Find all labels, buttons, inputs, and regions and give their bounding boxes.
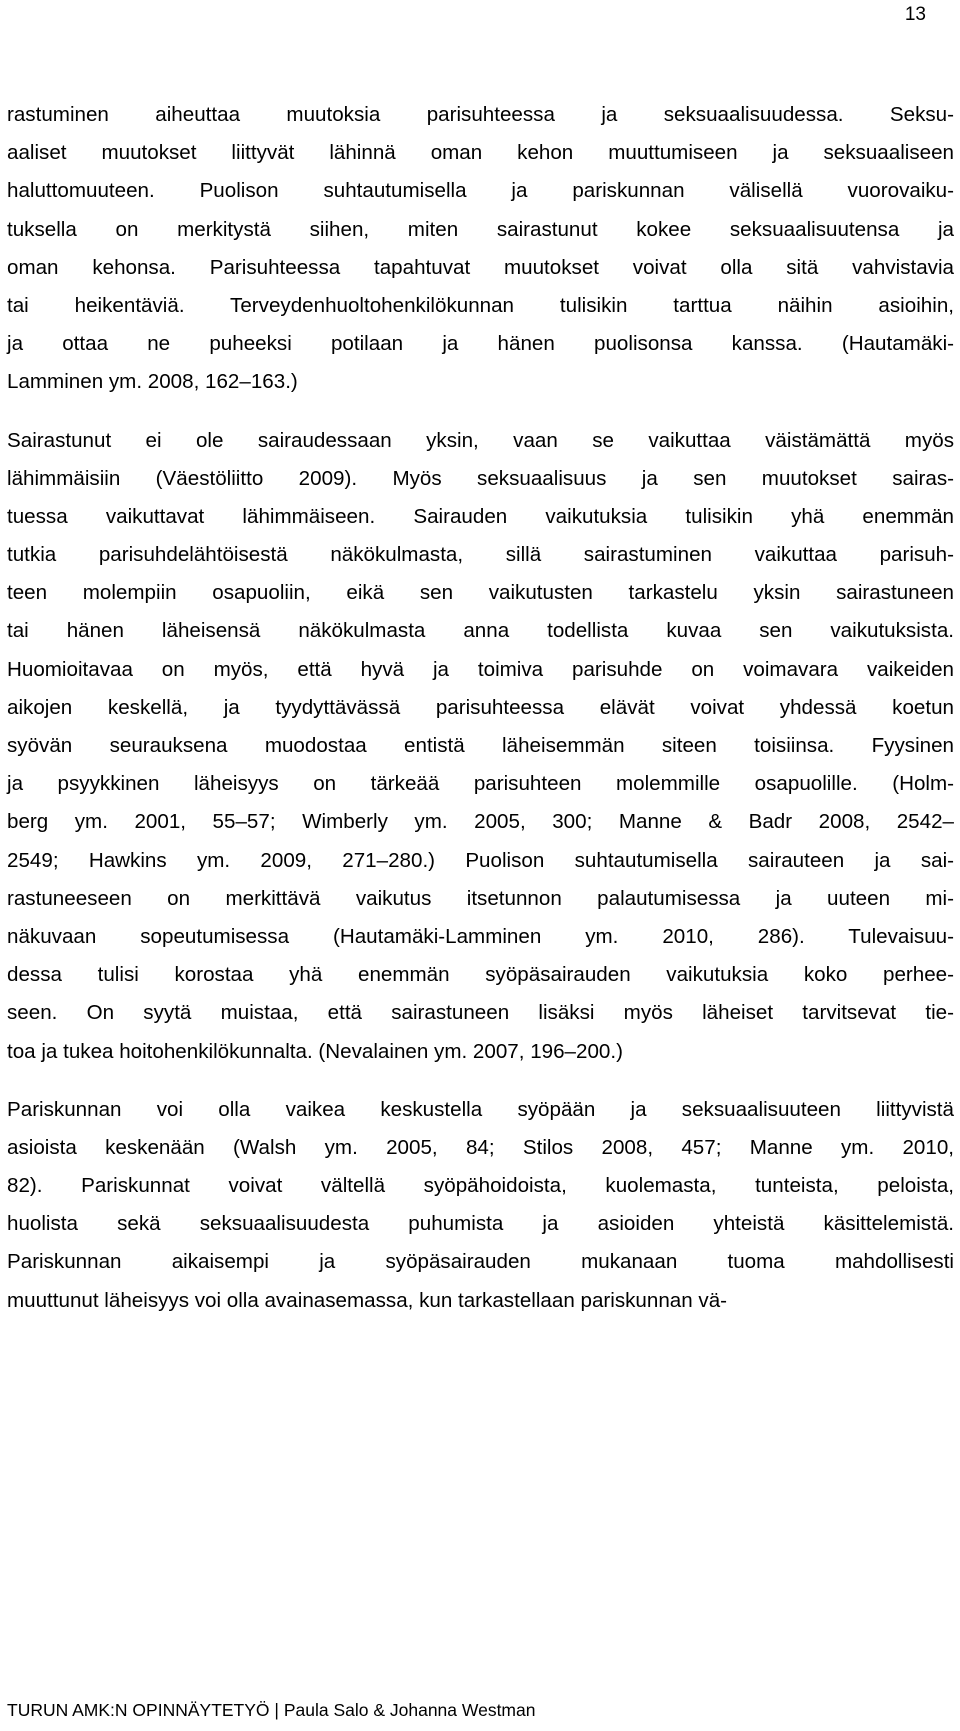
text-line: huolista sekä seksuaalisuudesta puhumista ja asioiden yhteistä käsittelemistä. (7, 1212, 954, 1236)
text-line: tuksella on merkitystä siihen, miten sairastunut kokee seksuaalisuutensa ja (7, 217, 954, 241)
text-line: seen. On syytä muistaa, että sairastuneen lisäksi myös läheiset tarvitsevat tie- (7, 1001, 954, 1025)
text-line: tai heikentäviä. Terveydenhuoltohenkilökunnan tulisikin tarttua näihin asioihin, (7, 293, 954, 317)
text-line: tuessa vaikuttavat lähimmäiseen. Sairauden vaikutuksia tulisikin yhä enemmän (7, 504, 954, 528)
footer-separator: | (274, 1700, 279, 1720)
text-line: ja psyykkinen läheisyys on tärkeää parisuhteen molemmille osapuolille. (Holm- (7, 772, 954, 796)
page-number: 13 (904, 4, 926, 25)
text-line: oman kehonsa. Parisuhteessa tapahtuvat muutokset voivat olla sitä vahvistavia (7, 255, 954, 279)
text-line: tutkia parisuhdelähtöisestä näkökulmasta, sillä sairastuminen vaikuttaa parisuh- (7, 543, 954, 567)
text-line: syövän seurauksena muodostaa entistä läheisemmän siteen toisiinsa. Fyysinen (7, 734, 954, 757)
paragraph (7, 96, 954, 402)
text-line: toa ja tukea hoitohenkilökunnalta. (Nevalainen ym. 2007, 196–200.) (7, 1039, 623, 1063)
text-line: rastuneeseen on merkittävä vaikutus itsetunnon palautumisessa ja uuteen mi- (7, 886, 954, 910)
text-line: dessa tulisi korostaa yhä enemmän syöpäsairauden vaikutuksia koko perhee- (7, 963, 954, 987)
text-line: Pariskunnan aikaisempi ja syöpäsairauden mukanaan tuoma mahdollisesti (7, 1250, 954, 1274)
paragraph-gap (7, 402, 954, 422)
text-line: näkuvaan sopeutumisessa (Hautamäki-Lamminen ym. 2010, 286). Tulevaisuu- (7, 924, 954, 948)
footer-program: TURUN AMK:N OPINNÄYTETYÖ (7, 1700, 270, 1720)
text-line: Huomioitavaa on myös, että hyvä ja toimiva parisuhde on voimavara vaikeiden (7, 657, 954, 681)
paragraph-gap (7, 1071, 954, 1091)
text-line: Sairastunut ei ole sairaudessaan yksin, vaan se vaikuttaa väistämättä myös (7, 428, 954, 452)
text-line: 2549; Hawkins ym. 2009, 271–280.) Puolison suhtautumisella sairauteen ja sai- (7, 848, 954, 872)
text-line: asioista keskenään (Walsh ym. 2005, 84; Stilos 2008, 457; Manne ym. 2010, (7, 1135, 954, 1159)
text-line: lähimmäisiin (Väestöliitto 2009). Myös seksuaalisuus ja sen muutokset sairas- (7, 466, 954, 490)
text-line: rastuminen aiheuttaa muutoksia parisuhteessa ja seksuaalisuudessa. Seksu- (7, 103, 954, 126)
page-footer (7, 1700, 535, 1721)
text-line: ja ottaa ne puheeksi potilaan ja hänen puolisonsa kanssa. (Hautamäki- (7, 332, 954, 356)
text-line: teen molempiin osapuoliin, eikä sen vaikutusten tarkastelu yksin sairastuneen (7, 581, 954, 605)
footer-authors: Paula Salo & Johanna Westman (283, 1700, 536, 1720)
text-line: Pariskunnan voi olla vaikea keskustella syöpään ja seksuaalisuuteen liittyvistä (7, 1097, 954, 1121)
text-line: haluttomuuteen. Puolison suhtautumisella ja pariskunnan välisellä vuorovaiku- (7, 179, 954, 203)
document-body (7, 96, 954, 1320)
paragraph (7, 1091, 954, 1320)
text-line: tai hänen läheisensä näkökulmasta anna todellista kuvaa sen vaikutuksista. (7, 619, 954, 643)
text-line: berg ym. 2001, 55–57; Wimberly ym. 2005, 300; Manne & Badr 2008, 2542– (7, 810, 954, 834)
text-line: aaliset muutokset liittyvät lähinnä oman kehon muuttumiseen ja seksuaaliseen (7, 141, 954, 165)
text-line: Lamminen ym. 2008, 162–163.) (7, 370, 298, 394)
text-line: muuttunut läheisyys voi olla avainasemassa, kun tarkastellaan pariskunnan vä- (7, 1288, 728, 1312)
paragraph (7, 422, 954, 1071)
text-line: aikojen keskellä, ja tyydyttävässä parisuhteessa elävät voivat yhdessä koetun (7, 695, 954, 719)
text-line: 82). Pariskunnat voivat vältellä syöpähoidoista, kuolemasta, tunteista, peloista, (7, 1174, 954, 1198)
